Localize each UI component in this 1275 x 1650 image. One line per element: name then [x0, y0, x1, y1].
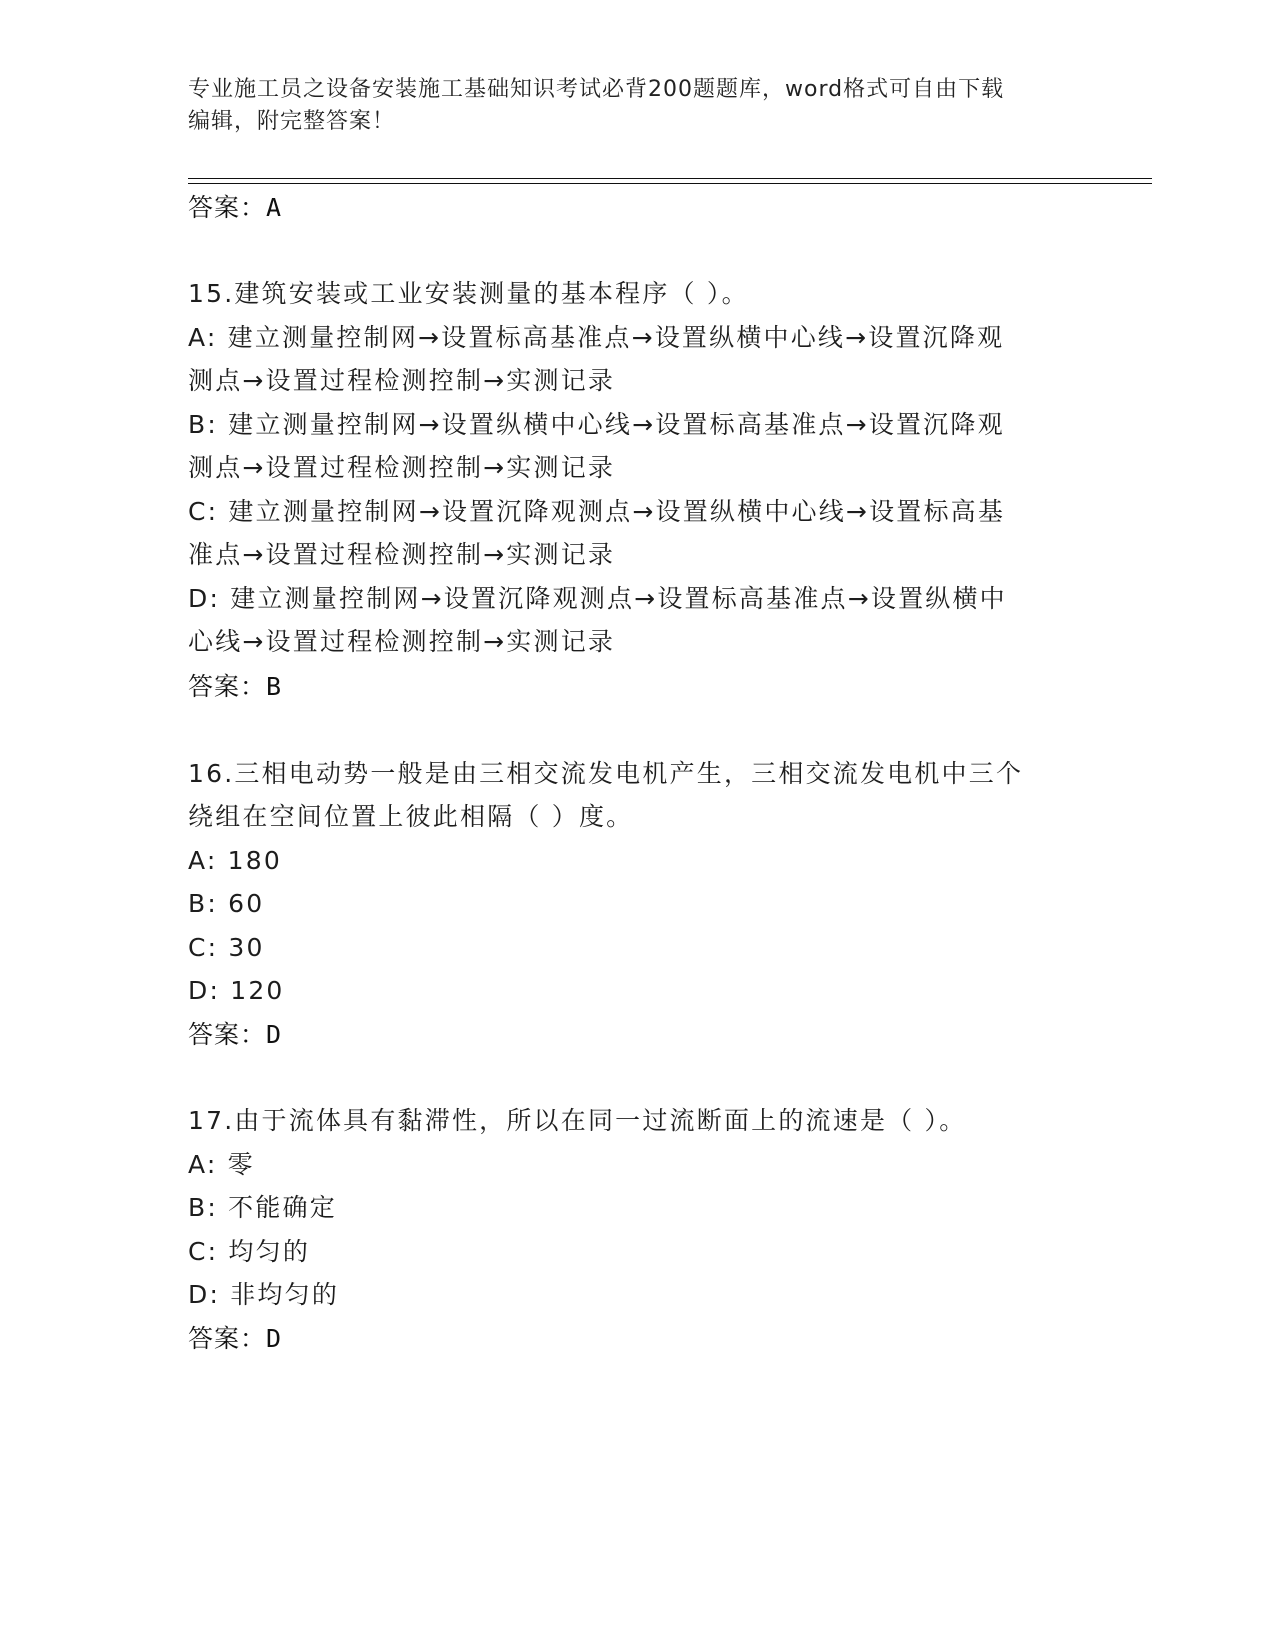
header-line-1: 专业施工员之设备安装施工基础知识考试必背200题题库，word格式可自由下载: [188, 77, 1005, 102]
document-header: [188, 74, 1088, 138]
answer-label: 答案：: [188, 1324, 267, 1353]
question-15-option-d-line-2: 心线→设置过程检测控制→实测记录: [188, 627, 616, 656]
answer-label: 答案：: [188, 672, 267, 701]
question-17-option-a: A: 零: [188, 1150, 255, 1179]
answer-14: [188, 191, 282, 225]
question-15-option-b-line-2: 测点→设置过程检测控制→实测记录: [188, 453, 616, 482]
question-17-stem: 17.由于流体具有黏滞性，所以在同一过流断面上的流速是（ ）。: [188, 1106, 967, 1135]
question-15-option-a-line-2: 测点→设置过程检测控制→实测记录: [188, 366, 616, 395]
question-15-option-b-line-1: B: 建立测量控制网→设置纵横中心线→设置标高基准点→设置沉降观: [188, 410, 1005, 439]
answer-value: B: [266, 672, 283, 701]
question-15-option-c-line-2: 准点→设置过程检测控制→实测记录: [188, 540, 616, 569]
question-16-option-b: B: 60: [188, 889, 265, 918]
header-rule-top: [188, 178, 1152, 179]
question-16-stem-line-2: 绕组在空间位置上彼此相隔（ ）度。: [188, 802, 634, 831]
question-15-option-d-line-1: D: 建立测量控制网→设置沉降观测点→设置标高基准点→设置纵横中: [188, 584, 1007, 613]
answer-label: 答案：: [188, 193, 267, 222]
question-16-option-a: A: 180: [188, 846, 282, 875]
answer-16: [188, 1018, 282, 1052]
question-17-option-b: B: 不能确定: [188, 1193, 337, 1222]
question-17-option-c: C: 均匀的: [188, 1237, 311, 1266]
question-16-stem-line-1: 16.三相电动势一般是由三相交流发电机产生，三相交流发电机中三个: [188, 759, 1024, 788]
question-16-option-d: D: 120: [188, 976, 285, 1005]
answer-label: 答案：: [188, 1020, 267, 1049]
question-15-option-c-line-1: C: 建立测量控制网→设置沉降观测点→设置纵横中心线→设置标高基: [188, 497, 1006, 526]
answer-value: A: [266, 193, 283, 222]
answer-value: D: [266, 1324, 283, 1353]
question-16-option-c: C: 30: [188, 933, 265, 962]
question-17-option-d: D: 非均匀的: [188, 1280, 340, 1309]
question-15-stem: 15.建筑安装或工业安装测量的基本程序（ ）。: [188, 279, 749, 308]
answer-15: [188, 670, 282, 704]
answer-value: D: [266, 1020, 283, 1049]
header-rule-bottom: [188, 183, 1152, 184]
answer-17: [188, 1322, 282, 1356]
header-line-2: 编辑，附完整答案！: [188, 109, 396, 134]
question-15-option-a-line-1: A: 建立测量控制网→设置标高基准点→设置纵横中心线→设置沉降观: [188, 323, 1005, 352]
